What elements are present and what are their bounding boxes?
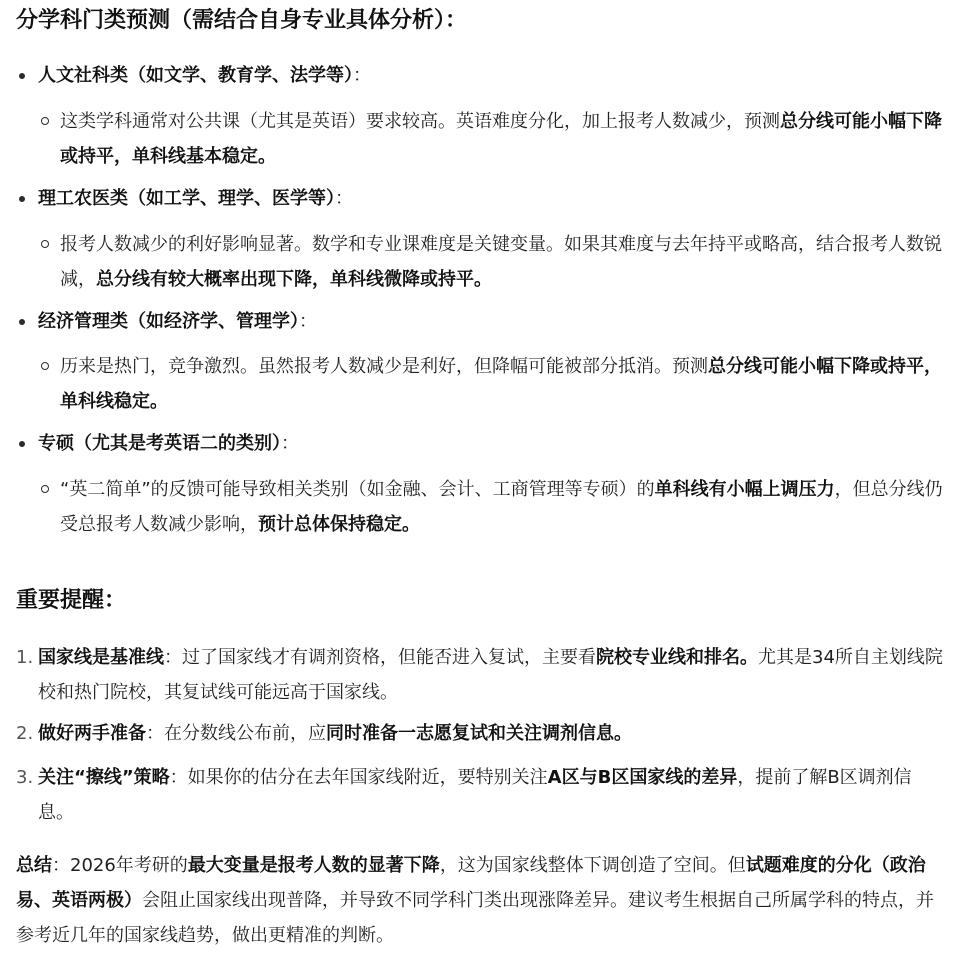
list-item: “英二简单”的反馈可能导致相关类别（如金融、会计、工商管理等专硕）的单科线有小幅上调压力，但总分线仍受总报考人数减少影响，预计总体保持稳定。 bbox=[38, 472, 946, 542]
list-item: 经济管理类（如经济学、管理学）： bbox=[16, 304, 948, 339]
category-name: 理工农医类（如工学、理学、医学等） bbox=[38, 188, 335, 209]
list-item: 1. 国家线是基准线：过了国家线才有调剂资格，但能否进入复试，主要看院校专业线和排名。尤其是34所自主划线院校和热门院校，其复试线可能远高于国家线。 bbox=[16, 640, 946, 710]
list-item: 人文社科类（如文学、教育学、法学等）： bbox=[16, 58, 948, 93]
category-name: 经济管理类（如经济学、管理学） bbox=[38, 311, 299, 332]
list-item: 理工农医类（如工学、理学、医学等）： bbox=[16, 181, 948, 216]
list-number: 3. bbox=[16, 767, 34, 788]
category-name: 专硕（尤其是考英语二的类别） bbox=[38, 433, 281, 454]
reminder-title: 重要提醒： bbox=[16, 588, 127, 613]
list-item: 这类学科通常对公共课（尤其是英语）要求较高。英语难度分化，加上报考人数减少，预测总分线可能小幅下降或持平，单科线基本稳定。 bbox=[38, 104, 946, 174]
category-name: 人文社科类（如文学、教育学、法学等） bbox=[38, 65, 353, 86]
list-item: 2. 做好两手准备：在分数线公布前，应同时准备一志愿复试和关注调剂信息。 bbox=[16, 716, 946, 751]
list-number: 2. bbox=[16, 723, 34, 744]
list-item: 报考人数减少的利好影响显著。数学和专业课难度是关键变量。如果其难度与去年持平或略高，结合报考人数锐减，总分线有较大概率出现下降，单科线微降或持平。 bbox=[38, 227, 946, 297]
list-number: 1. bbox=[16, 647, 34, 668]
list-item: 3. 关注“擦线”策略：如果你的估分在去年国家线附近，要特别关注A区与B区国家线的差异，提前了解B区调剂信息。 bbox=[16, 760, 946, 830]
list-item: 专硕（尤其是考英语二的类别）： bbox=[16, 426, 948, 461]
summary-paragraph: 总结：2026年考研的最大变量是报考人数的显著下降，这为国家线整体下调创造了空间。但试题难度的分化（政治易、英语两极）会阻止国家线出现普降，并导致不同学科门类出现涨降差异。建议考生根据自己所属学科的特点，并参考近几年的国家线趋势，做出更精准的判断。 bbox=[16, 855, 934, 946]
list-item: 历来是热门，竞争激烈。虽然报考人数减少是利好，但降幅可能被部分抵消。预测总分线可能小幅下降或持平，单科线稳定。 bbox=[38, 349, 946, 419]
section-title: 分学科门类预测（需结合自身专业具体分析）： bbox=[16, 8, 468, 33]
